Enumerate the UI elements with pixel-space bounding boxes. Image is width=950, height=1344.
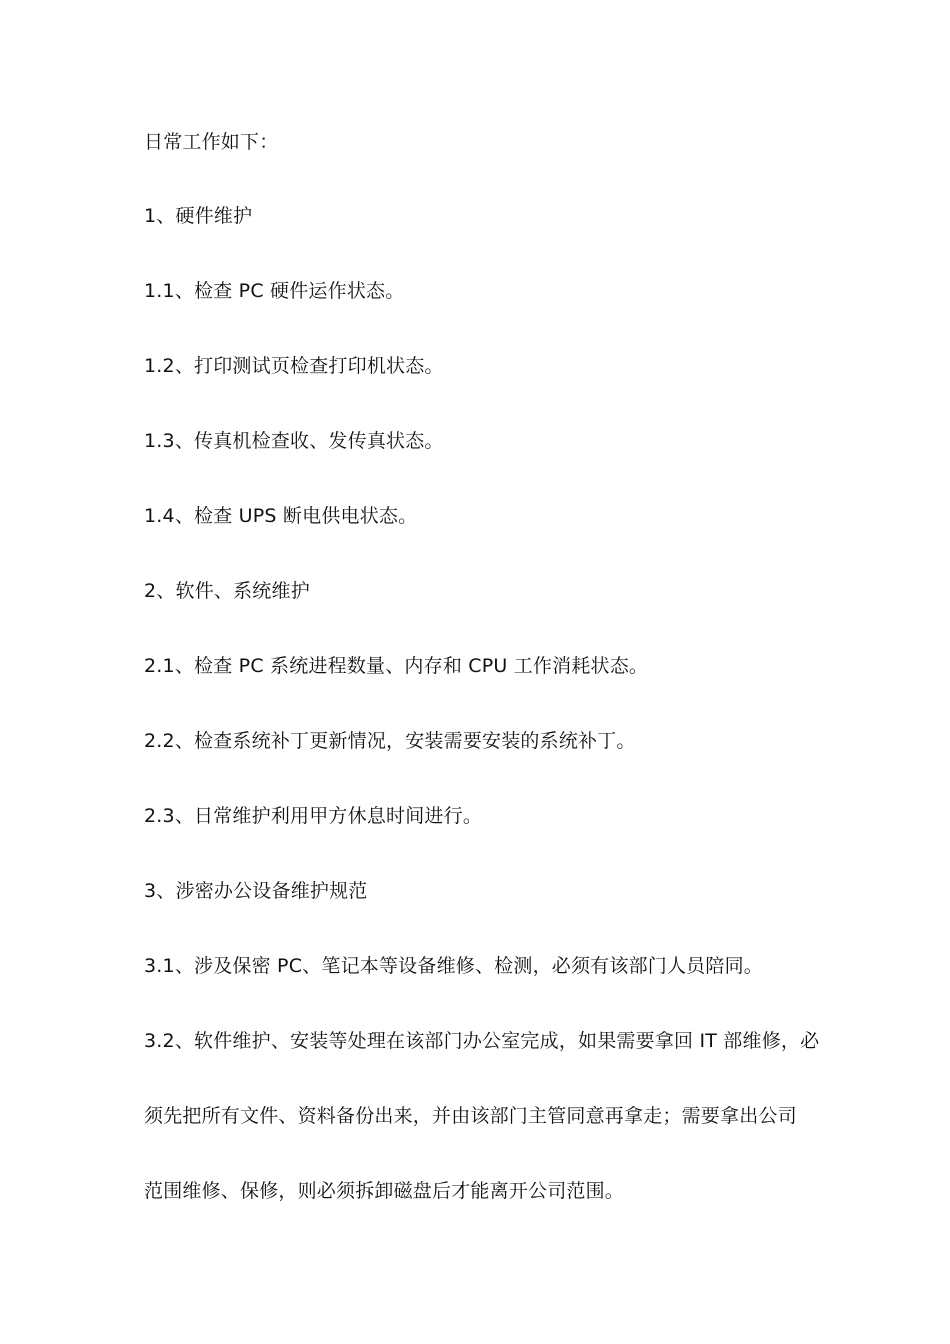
list-item: 2.2、检查系统补丁更新情况，安装需要安装的系统补丁。 bbox=[144, 730, 636, 752]
list-item-continuation: 范围维修、保修，则必须拆卸磁盘后才能离开公司范围。 bbox=[144, 1180, 625, 1202]
list-item: 2.1、检查 PC 系统进程数量、内存和 CPU 工作消耗状态。 bbox=[144, 655, 649, 677]
list-item: 2.3、日常维护利用甲方休息时间进行。 bbox=[144, 805, 483, 827]
section-heading: 3、涉密办公设备维护规范 bbox=[144, 880, 368, 902]
section-heading: 1、硬件维护 bbox=[144, 205, 253, 227]
list-item-continuation: 须先把所有文件、资料备份出来，并由该部门主管同意再拿走；需要拿出公司 bbox=[144, 1105, 797, 1127]
list-item: 1.4、检查 UPS 断电供电状态。 bbox=[144, 505, 418, 527]
list-item: 1.3、传真机检查收、发传真状态。 bbox=[144, 430, 444, 452]
intro-heading: 日常工作如下： bbox=[144, 131, 279, 153]
list-item: 1.1、检查 PC 硬件运作状态。 bbox=[144, 280, 405, 302]
section-heading: 2、软件、系统维护 bbox=[144, 580, 310, 602]
list-item: 3.2、软件维护、安装等处理在该部门办公室完成，如果需要拿回 IT 部维修，必 bbox=[144, 1030, 820, 1052]
list-item: 3.1、涉及保密 PC、笔记本等设备维修、检测，必须有该部门人员陪同。 bbox=[144, 955, 763, 977]
list-item: 1.2、打印测试页检查打印机状态。 bbox=[144, 355, 444, 377]
